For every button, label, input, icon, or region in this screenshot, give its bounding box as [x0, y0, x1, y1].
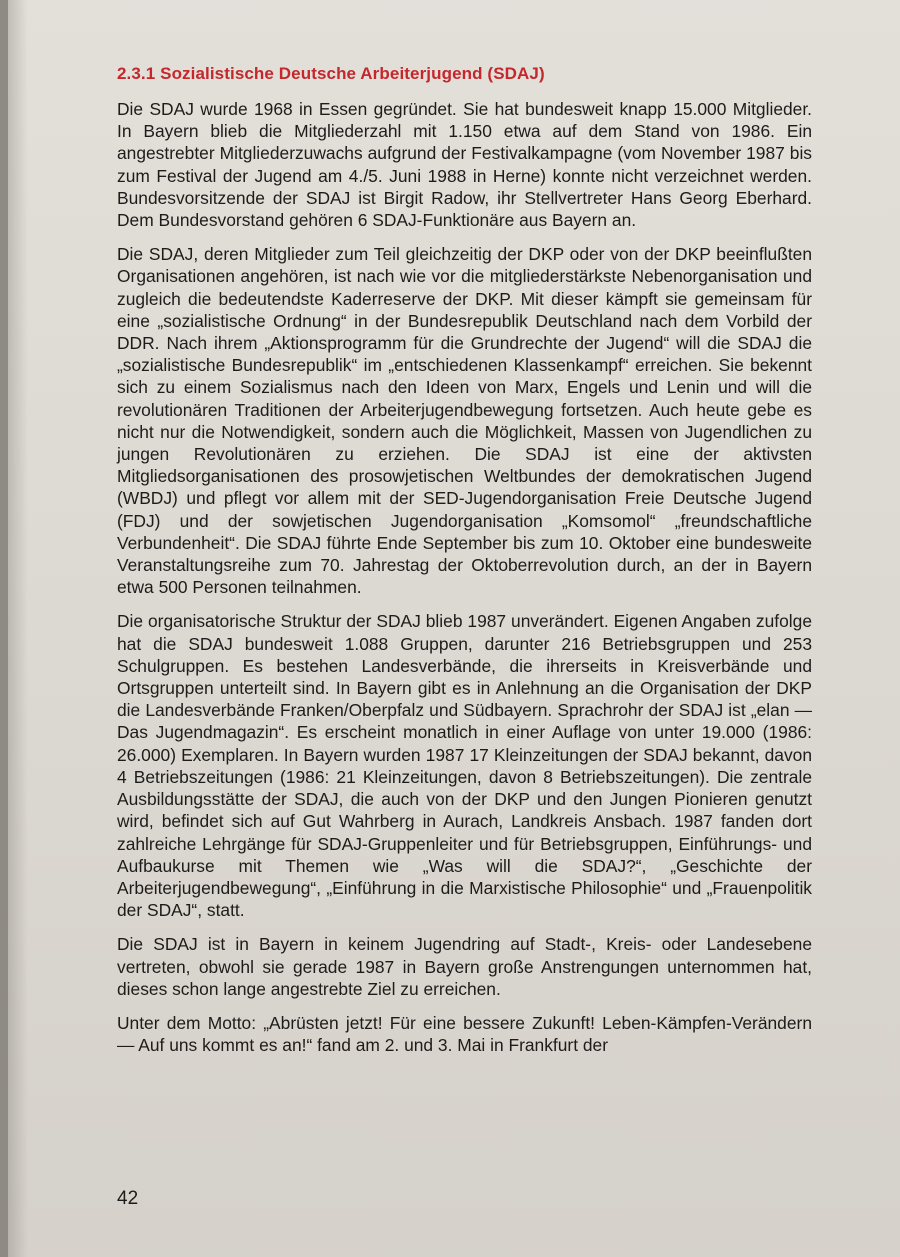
page-content	[117, 64, 812, 1068]
section-heading: 2.3.1 Sozialistische Deutsche Arbeiterjugend (SDAJ)	[117, 64, 545, 83]
paragraph-ideology: Die SDAJ, deren Mitglieder zum Teil gleichzeitig der DKP oder von der DKP beeinflußten Organisationen angehören, ist nach wie vor die mitgliederstärkste Nebenorganisation und zugleich die bedeutendste Kaderreserve der DKP. Mit dieser kämpft sie gemeinsam für eine „sozialistische Ordnung“ in der Bundesrepublik Deutschland nach dem Vorbild der DDR. Nach ihrem „Aktionsprogramm für die Grundrechte der Jugend“ will die SDAJ die „sozialistische Bundesrepublik“ im „entschiedenen Klassenkampf“ erreichen. Sie bekennt sich zu einem Sozialismus nach den Ideen von Marx, Engels und Lenin und will die revolutionären Traditionen der Arbeiterjugendbewegung fortsetzen. Auch heute gebe es nicht nur die Notwendigkeit, sondern auch die Möglichkeit, Massen von Jugendlichen zu jungen Revolutionären zu erziehen. Die SDAJ ist eine der aktivsten Mitgliedsorganisationen des prosowjetischen Weltbundes der demokratischen Jugend (WBDJ) und pflegt vor allem mit der SED-Jugendorganisation Freie Deutsche Jugend (FDJ) und der sowjetischen Jugendorganisation „Komsomol“ „freundschaftliche Verbundenheit“. Die SDAJ führte Ende September bis zum 10. Oktober eine bundesweite Veranstaltungsreihe zum 70. Jahrestag der Oktoberrevolution durch, an der in Bayern etwa 500 Personen teilnahmen.	[117, 244, 812, 598]
page-number: 42	[117, 1188, 139, 1209]
paragraph-founding: Die SDAJ wurde 1968 in Essen gegründet. Sie hat bundesweit knapp 15.000 Mitglieder. In Bayern blieb die Mitgliederzahl mit 1.150 etwa auf dem Stand von 1986. Ein angestrebter Mitgliederzuwachs aufgrund der Festivalkampagne (vom November 1987 bis zum Festival der Jugend am 4./5. Juni 1988 in Herne) konnte nicht verzeichnet werden. Bundesvorsitzende der SDAJ ist Birgit Radow, ihr Stellvertreter Hans Georg Eberhard. Dem Bundesvorstand gehören 6 SDAJ-Funktionäre aus Bayern an.	[117, 99, 812, 231]
paragraph-youth-ring: Die SDAJ ist in Bayern in keinem Jugendring auf Stadt-, Kreis- oder Landesebene vertreten, obwohl sie gerade 1987 in Bayern große Anstrengungen unternommen hat, dieses schon lange angestrebte Ziel zu erreichen.	[117, 934, 812, 999]
paragraph-organization: Die organisatorische Struktur der SDAJ blieb 1987 unverändert. Eigenen Angaben zufolge hat die SDAJ bundesweit 1.088 Gruppen, darunter 216 Betriebsgruppen und 253 Schulgruppen. Es bestehen Landesverbände, die ihrerseits in Kreisverbände und Ortsgruppen unterteilt sind. In Bayern gibt es in Anlehnung an die Organisation der DKP die Landesverbände Franken/Oberpfalz und Südbayern. Sprachrohr der SDAJ ist „elan — Das Jugendmagazin“. Es erscheint monatlich in einer Auflage von unter 19.000 (1986: 26.000) Exemplaren. In Bayern wurden 1987 17 Kleinzeitungen der SDAJ bekannt, davon 4 Betriebszeitungen (1986: 21 Kleinzeitungen, davon 8 Betriebszeitungen). Die zentrale Ausbildungsstätte der SDAJ, die auch von der DKP und den Jungen Pionieren genutzt wird, befindet sich auf Gut Wahrberg in Aurach, Landkreis Ansbach. 1987 fanden dort zahlreiche Lehrgänge für SDAJ-Gruppenleiter und für Betriebsgruppen, Einführungs- und Aufbaukurse mit Themen wie „Was will die SDAJ?“, „Geschichte der Arbeiterjugendbewegung“, „Einführung in die Marxistische Philosophie“ und „Frauenpolitik der SDAJ“, statt.	[117, 611, 812, 921]
page-edge	[0, 0, 8, 1257]
paragraph-motto: Unter dem Motto: „Abrüsten jetzt! Für eine bessere Zukunft! Leben-Kämpfen-Verändern — Auf uns kommt es an!“ fand am 2. und 3. Mai in Frankfurt der	[117, 1012, 812, 1056]
